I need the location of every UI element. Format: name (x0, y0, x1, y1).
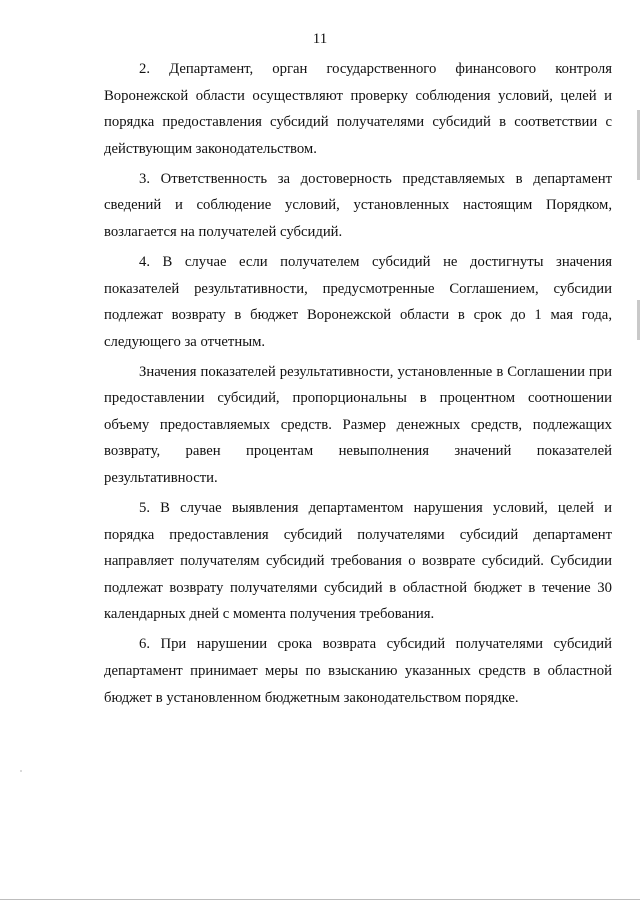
paragraph-6: 6. При нарушении срока возврата субсидий получателями субсидий департамент принимает меры по взысканию указанных средств в областной бюджет в установленном бюджетным законодательством порядке. (104, 636, 612, 706)
paragraph-3: 3. Ответственность за достоверность представляемых в департамент сведений и соблюдение условий, установленных настоящим Порядком, возлагается на получателей субсидий. (104, 170, 612, 240)
scan-speck (20, 770, 22, 772)
paragraph-2: 2. Департамент, орган государственного финансового контроля Воронежской области осуществляют проверку соблюдения условий, целей и порядка предоставления субсидий получателями субсидий в соответствии с действующим законодательством. (104, 61, 612, 157)
paragraph-4-continuation: Значения показателей результативности, установленные в Соглашении при предоставлении субсидий, пропорциональны в процентном соотношении объему предоставляемых средств. Размер денежных средств, подлежащих возврату, равен процентам невыполнения значений показателей результативности. (104, 363, 612, 487)
scan-bottom-edge (0, 899, 640, 900)
paragraph-4: 4. В случае если получателем субсидий не достигнуты значения показателей результативности, предусмотренные Соглашением, субсидии подлежат возврату в бюджет Воронежской области в срок до 1 мая года, следующего за отчетным. (104, 253, 612, 350)
page-number: 11 (312, 31, 328, 47)
paragraph-5: 5. В случае выявления департаментом нарушения условий, целей и порядка предоставления субсидий получателями субсидий департамент направляет получателям субсидий требования о возврате субсидий. Субсидии подлежат возврату получателями субсидий в областной бюджет в течение 30 календарных дней с момента получения требования. (104, 500, 612, 623)
document-body (104, 56, 612, 715)
